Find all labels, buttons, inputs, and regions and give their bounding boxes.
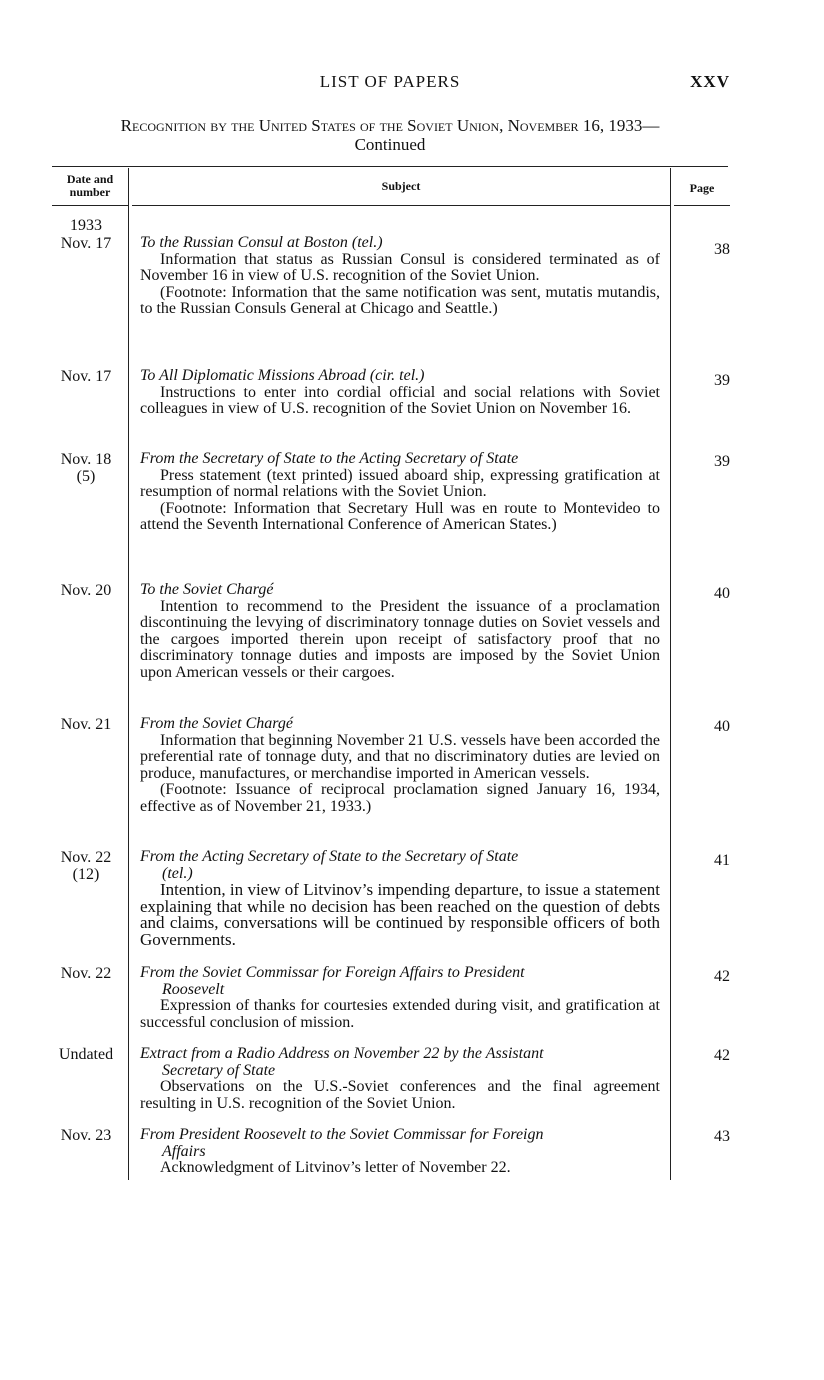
- section-title-line1: Recognition by the United States of the Soviet Union, November 16, 1933—: [120, 116, 660, 135]
- row-date-text: Nov. 18: [60, 451, 112, 468]
- header-bottom-rule-right: [674, 205, 730, 206]
- row-date: [48, 1046, 124, 1063]
- row-date-text: Nov. 17: [60, 235, 112, 252]
- row-page: 40: [714, 585, 730, 602]
- row-title: From the Secretary of State to the Acting Secretary of State: [140, 450, 519, 467]
- row-date-text: Nov. 17: [60, 368, 112, 385]
- year-label: 1933: [70, 217, 102, 234]
- row-footnote: (Footnote: Information that the same notification was sent, mutatis mutandis, to the Russian Consuls General at Chicago and Seattle.): [140, 283, 660, 317]
- row-body: Press statement (text printed) issued aboard ship, expressing gratification at resumption of normal relations with the Soviet Union.: [140, 466, 660, 500]
- row-page: 42: [714, 1047, 730, 1064]
- row-title: From the Soviet Commissar for Foreign Affairs to President: [140, 964, 525, 981]
- row-date-text: Nov. 22: [60, 849, 112, 866]
- row-number: (12): [72, 866, 100, 883]
- row-page: 39: [714, 372, 730, 389]
- row-date: [48, 1127, 124, 1144]
- column-header-subject: Subject: [381, 179, 421, 193]
- row-body: Information that status as Russian Consul is considered terminated as of November 16 in view of U.S. recognition of the Soviet Union.: [140, 250, 660, 284]
- column-header-page: Page: [689, 181, 715, 195]
- row-title: From the Soviet Chargé: [140, 715, 294, 732]
- section-title-line2: Continued: [354, 135, 426, 154]
- row-subject: [140, 965, 660, 1031]
- row-title: From President Roosevelt to the Soviet Commissar for Foreign: [140, 1126, 544, 1143]
- row-subject: [140, 716, 660, 815]
- row-title-continued: Roosevelt: [162, 980, 225, 998]
- row-date: [48, 451, 124, 485]
- table-top-rule: [52, 166, 728, 167]
- row-title-continued: (tel.): [162, 864, 193, 882]
- row-page: 41: [714, 852, 730, 869]
- row-body: Intention to recommend to the President the issuance of a proclamation discontinuing the levying of discriminatory tonnage duties on Soviet vessels and the cargoes imported therein upon receipt of satisfactory proof that no discriminatory tonnage duties and imposts are imposed by the Soviet Union upon American vessels or their cargoes.: [140, 597, 660, 681]
- row-body: Information that beginning November 21 U.S. vessels have been accorded the preferential rate of tonnage duty, and that no discriminatory duties are levied on produce, manufactures, or merchandise imported in American vessels.: [140, 731, 660, 782]
- row-date-text: Nov. 23: [60, 1127, 112, 1144]
- row-date: [48, 368, 124, 385]
- row-date-text: Nov. 21: [60, 716, 112, 733]
- header-bottom-rule-left: [52, 205, 128, 206]
- row-subject: [140, 849, 660, 948]
- row-subject: [140, 235, 660, 318]
- row-date: [48, 582, 124, 599]
- section-title: [52, 116, 728, 154]
- row-date: [48, 716, 124, 733]
- row-date-text: Nov. 22: [60, 965, 112, 982]
- row-page: 38: [714, 241, 730, 258]
- row-title: Extract from a Radio Address on November 22 by the Assistant: [140, 1045, 544, 1062]
- row-title: To the Soviet Chargé: [140, 581, 274, 598]
- row-date-text: Undated: [58, 1046, 114, 1063]
- row-body: Observations on the U.S.-Soviet conferences and the final agreement resulting in U.S. recognition of the Soviet Union.: [140, 1078, 660, 1112]
- row-footnote: (Footnote: Issuance of reciprocal proclamation signed January 16, 1934, effective as of November 21, 1933.): [140, 781, 660, 815]
- row-page: 39: [714, 453, 730, 470]
- row-title: To the Russian Consul at Boston (tel.): [140, 234, 383, 251]
- row-subject: [140, 1046, 660, 1112]
- row-number: (5): [76, 468, 96, 485]
- header-bottom-rule-mid: [132, 205, 670, 206]
- row-title: From the Acting Secretary of State to the Secretary of State: [140, 848, 519, 865]
- running-head: [0, 72, 824, 100]
- column-header-date: Date and number: [66, 172, 114, 199]
- row-footnote: (Footnote: Information that Secretary Hull was en route to Montevideo to attend the Seventh International Conference of American States.): [140, 499, 660, 533]
- row-body: Instructions to enter into cordial official and social relations with Soviet colleagues in view of U.S. recognition of the Soviet Union on November 16.: [140, 383, 660, 417]
- row-page: 42: [714, 968, 730, 985]
- row-date: [48, 849, 124, 883]
- row-title-continued: Affairs: [162, 1142, 206, 1160]
- row-subject: [140, 451, 660, 534]
- column-divider-right: [670, 168, 671, 1180]
- row-date: [48, 965, 124, 982]
- row-date-text: Nov. 20: [60, 582, 112, 599]
- row-body: Expression of thanks for courtesies extended during visit, and gratification at successful conclusion of mission.: [140, 997, 660, 1031]
- row-body: Intention, in view of Litvinov’s impending departure, to issue a statement explaining that while no decision has been reached on the question of debts and claims, conversations will be continued by responsible officers of both Governments.: [140, 880, 660, 949]
- running-title: LIST OF PAPERS: [319, 72, 461, 91]
- row-page: 43: [714, 1128, 730, 1145]
- row-subject: [140, 368, 660, 418]
- row-page: 40: [714, 718, 730, 735]
- row-title: To All Diplomatic Missions Abroad (cir. tel.): [140, 367, 425, 384]
- page-folio: XXV: [690, 72, 730, 91]
- column-divider-left: [128, 168, 129, 1180]
- row-subject: [140, 1127, 660, 1177]
- row-subject: [140, 582, 660, 681]
- row-date: [48, 235, 124, 252]
- row-title-continued: Secretary of State: [162, 1061, 276, 1079]
- row-body: Acknowledgment of Litvinov’s letter of November 22.: [160, 1159, 511, 1176]
